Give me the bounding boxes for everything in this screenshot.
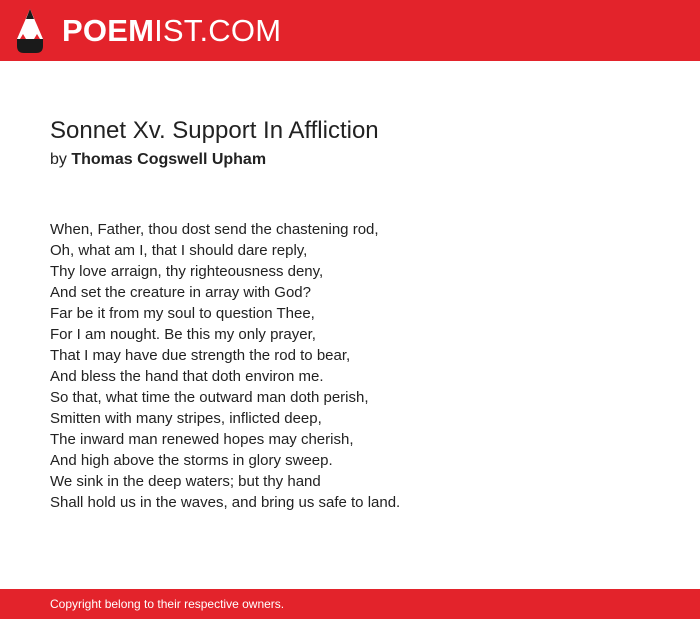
poem-title: Sonnet Xv. Support In Affliction [50, 117, 379, 144]
poem-line: That I may have due strength the rod to bear, [50, 347, 351, 364]
poem-line: For I am nought. Be this my only prayer, [50, 326, 316, 343]
poem-line: Oh, what am I, that I should dare reply, [50, 242, 308, 259]
byline [50, 149, 670, 171]
poem-line: Shall hold us in the waves, and bring us safe to land. [50, 494, 401, 511]
site-header [0, 0, 700, 61]
pencil-icon [17, 9, 43, 53]
by-label: by [50, 151, 67, 168]
poem-line: When, Father, thou dost send the chastening rod, [50, 221, 379, 238]
poem-heading [50, 116, 670, 171]
site-logo-link[interactable] [17, 9, 281, 53]
poem-line: And set the creature in array with God? [50, 284, 311, 301]
brand-bold-text: POEM [62, 13, 155, 48]
author-link[interactable]: Thomas Cogswell Upham [71, 151, 267, 168]
poem-line: Far be it from my soul to question Thee, [50, 305, 315, 322]
poem-line: So that, what time the outward man doth perish, [50, 389, 369, 406]
poem-line: And bless the hand that doth environ me. [50, 368, 324, 385]
poem-line: Smitten with many stripes, inflicted deep, [50, 410, 322, 427]
poem-line: The inward man renewed hopes may cherish, [50, 431, 354, 448]
brand-light-text: IST.COM [154, 13, 282, 48]
poem-body [50, 219, 650, 513]
site-footer [0, 589, 700, 619]
site-brand [62, 9, 281, 53]
copyright-text: Copyright belong to their respective owners. [50, 597, 285, 611]
poem-line: We sink in the deep waters; but thy hand [50, 473, 321, 490]
poem-line: Thy love arraign, thy righteousness deny, [50, 263, 324, 280]
poem-line: And high above the storms in glory sweep. [50, 452, 333, 469]
